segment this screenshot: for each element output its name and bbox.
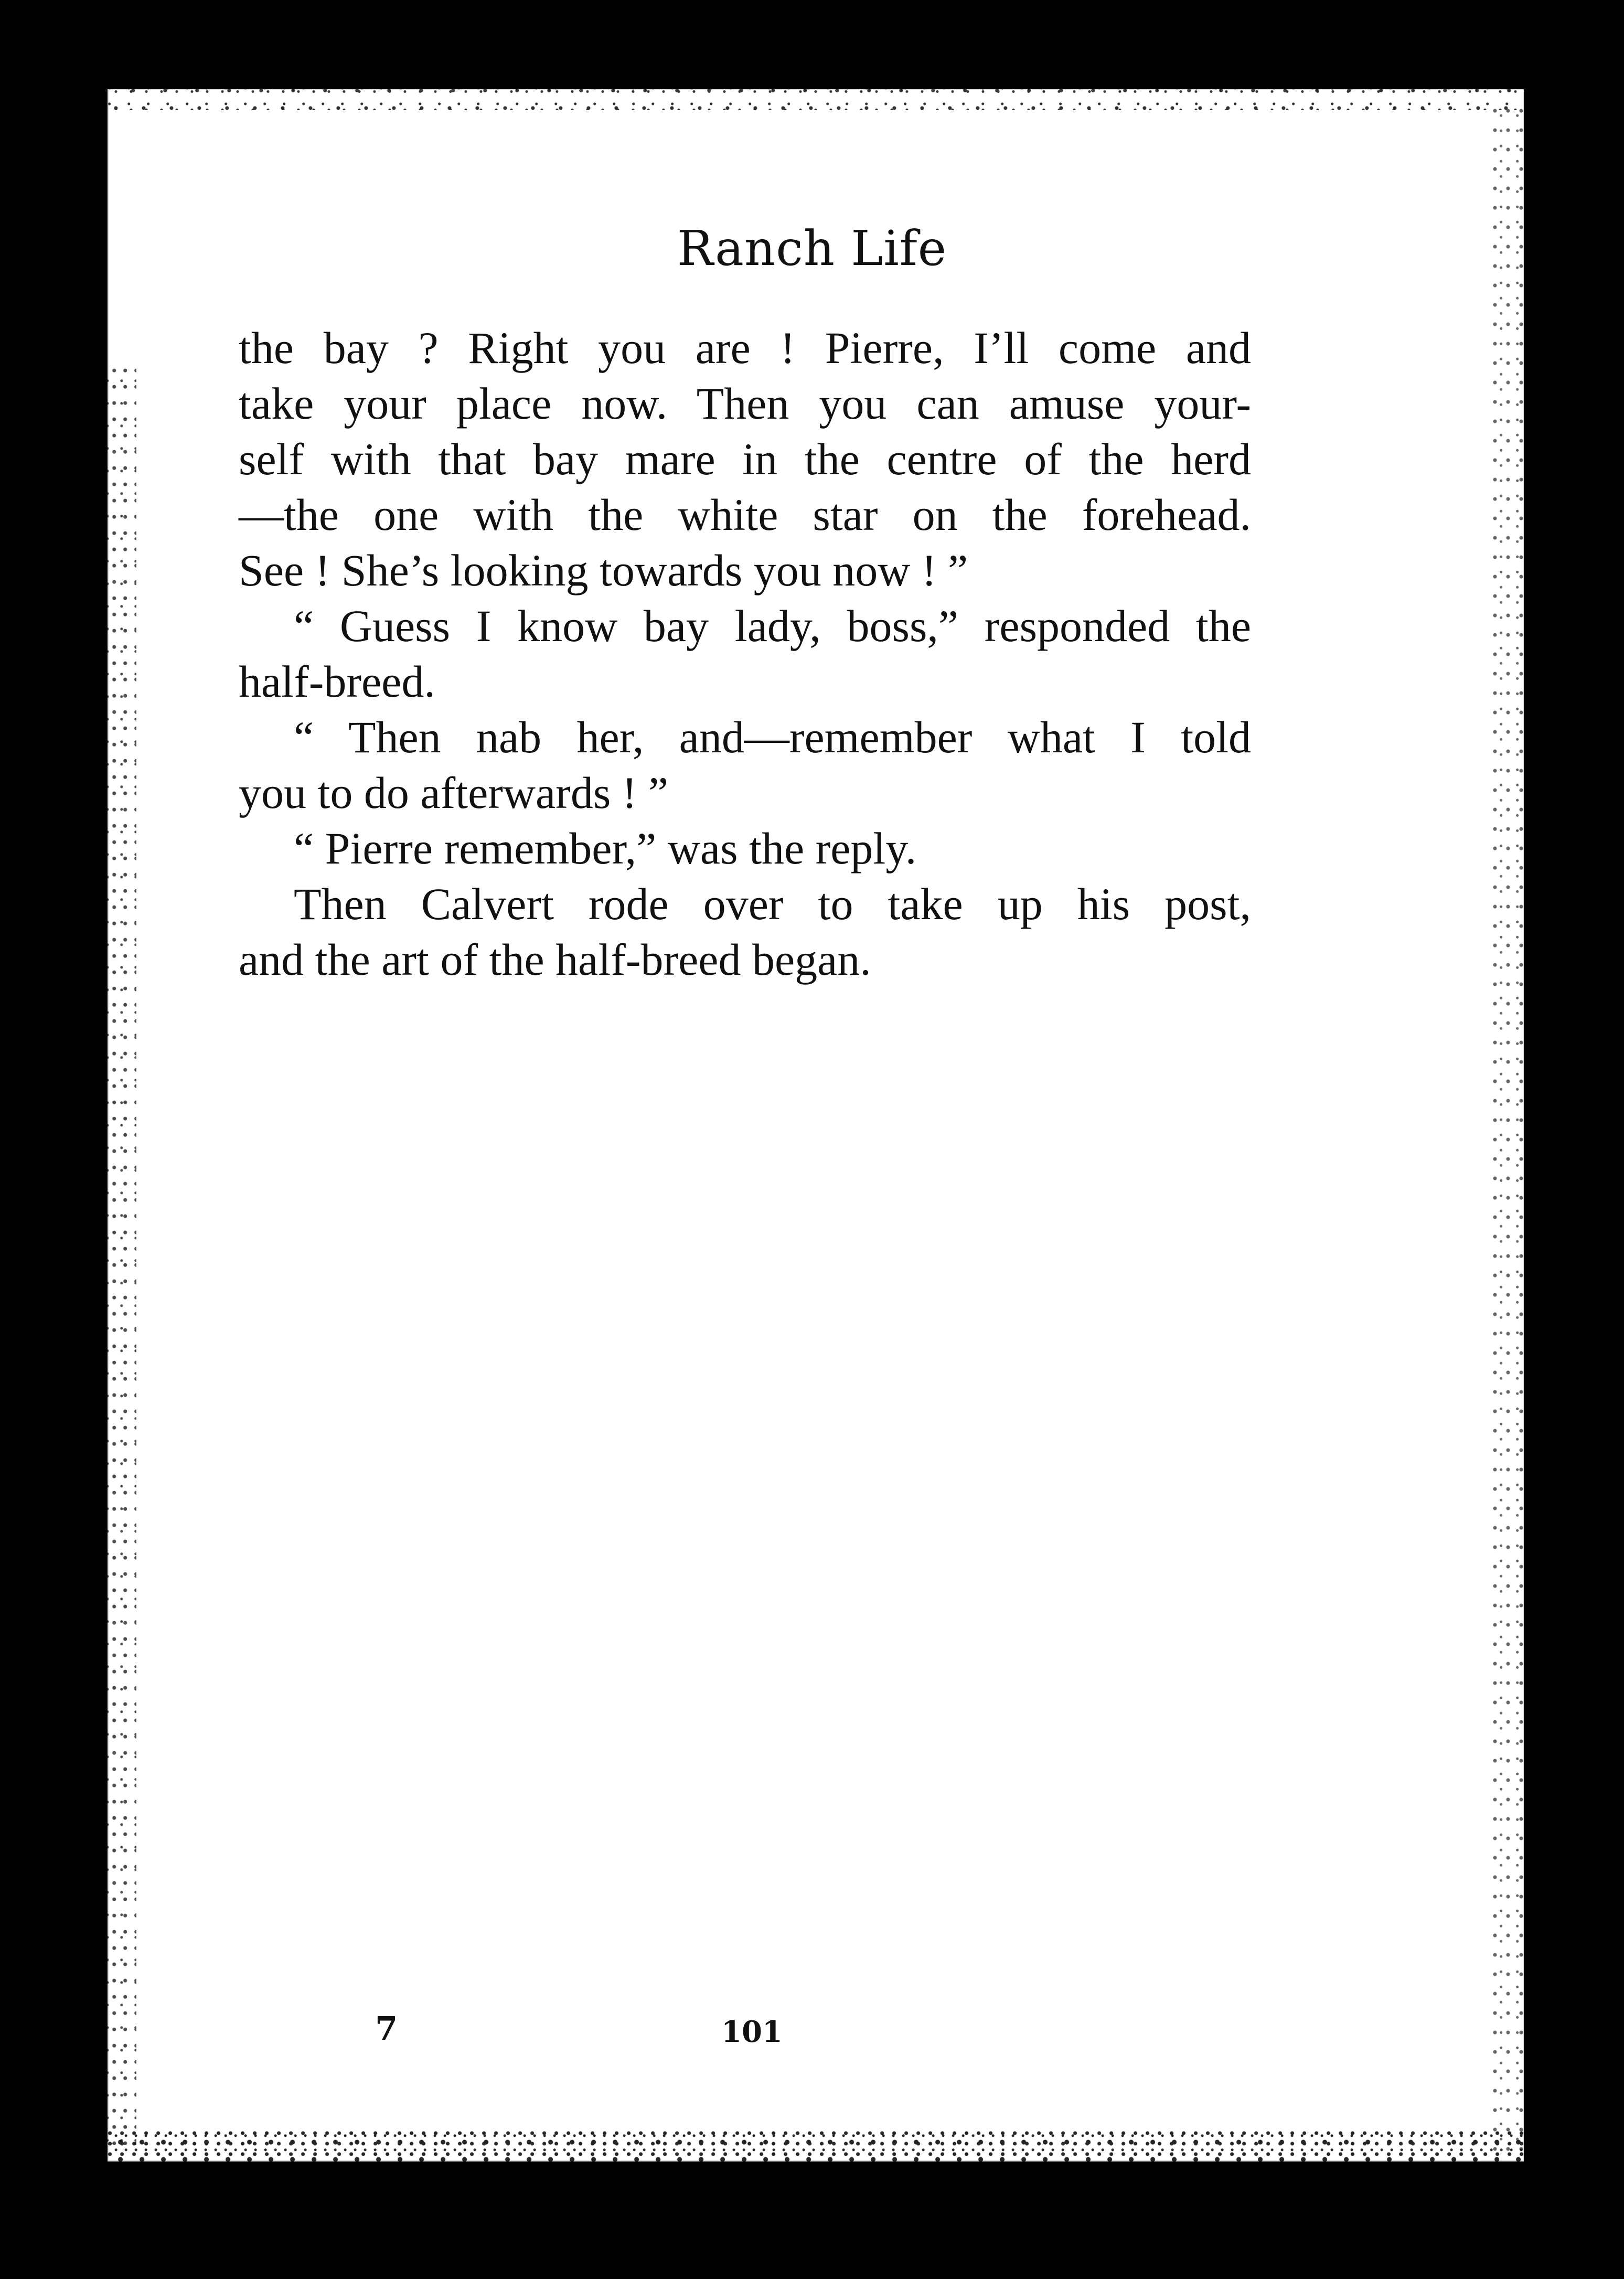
paragraph-3: [239, 709, 1251, 821]
text-line: “ Then nab her, and—remember what I told: [294, 712, 1251, 762]
text-line: “ Guess I know bay lady, boss,” responded the: [294, 601, 1251, 651]
text-line: and the art of the half-breed began.: [239, 934, 871, 985]
page-number: 101: [721, 2015, 783, 2049]
text-line: self with that bay mare in the centre of the herd: [239, 434, 1251, 484]
text-line: See ! She’s looking towards you now ! ”: [239, 545, 968, 595]
body-text: [239, 320, 1251, 987]
paragraph-5: [239, 876, 1251, 987]
page-edge-top: [108, 79, 1524, 110]
paragraph-4: [239, 821, 1251, 876]
page-edge-left: [73, 367, 136, 2151]
text-line: you to do afterwards ! ”: [239, 768, 669, 818]
text-line: “ Pierre remember,” was the reply.: [294, 823, 917, 874]
page-edge-bottom: [108, 2130, 1524, 2188]
text-line: the bay ? Right you are ! Pierre, I’ll come and: [239, 323, 1251, 373]
text-line: —the one with the white star on the forehead.: [239, 489, 1251, 540]
page-edge-right: [1490, 105, 1542, 2151]
running-head: Ranch Life: [677, 220, 947, 276]
paragraph-1: [239, 320, 1251, 598]
signature-mark: 7: [375, 2009, 398, 2048]
paragraph-2: [239, 598, 1251, 709]
text-line: Then Calvert rode over to take up his post,: [294, 879, 1251, 929]
text-line: half-breed.: [239, 656, 435, 707]
text-line: take your place now. Then you can amuse your-: [239, 378, 1251, 429]
